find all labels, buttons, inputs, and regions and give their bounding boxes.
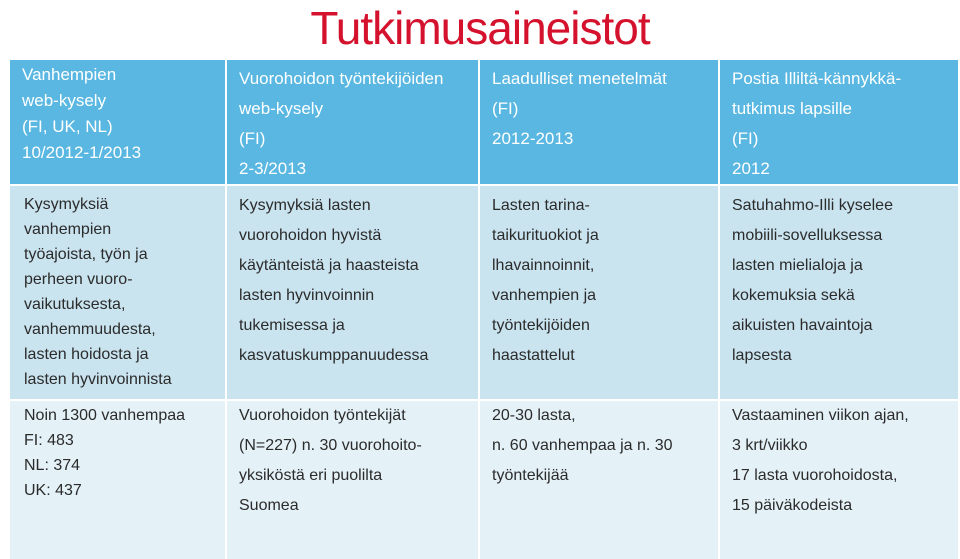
- cell-line: Noin 1300 vanhempaa: [24, 407, 186, 424]
- table-cell-staff-content: [227, 186, 478, 399]
- cell-line: perheen vuoro-: [24, 271, 133, 288]
- cell-line: kokemuksia sekä: [732, 287, 855, 304]
- header-line: Vanhempien: [22, 65, 117, 84]
- header-line: tutkimus lapsille: [732, 99, 852, 118]
- table-cell-qualitative-sample: [480, 401, 718, 559]
- table-cell-qualitative-content: [480, 186, 718, 399]
- table-cell-parents-content: [10, 186, 225, 399]
- cell-line: tukemisessa ja: [239, 317, 345, 334]
- cell-line: haastattelut: [492, 347, 575, 364]
- cell-line: työntekijää: [492, 467, 569, 484]
- header-line: web-kysely: [22, 91, 107, 110]
- header-line: (FI): [732, 129, 759, 148]
- cell-line: NL: 374: [24, 457, 81, 474]
- cell-line: vanhemmuudesta,: [24, 321, 156, 338]
- cell-line: UK: 437: [24, 482, 82, 499]
- research-data-table: [10, 60, 958, 557]
- table-header-parents-survey: [10, 60, 225, 184]
- cell-line: Satuhahmo-Illi kyselee: [732, 197, 893, 214]
- header-line: Laadulliset menetelmät: [492, 69, 667, 88]
- table-header-staff-survey: [227, 60, 478, 184]
- header-line: 2012: [732, 159, 770, 178]
- cell-line: lasten hyvinvoinnin: [239, 287, 375, 304]
- cell-line: lhavainnoinnit,: [492, 257, 595, 274]
- header-line: Vuorohoidon työntekijöiden: [239, 69, 444, 88]
- cell-line: Kysymyksiä lasten: [239, 197, 371, 214]
- cell-line: vanhempien ja: [492, 287, 597, 304]
- header-line: 2-3/2013: [239, 159, 307, 178]
- cell-line: 3 krt/viikko: [732, 437, 808, 454]
- cell-line: aikuisten havaintoja: [732, 317, 873, 334]
- page-title: Tutkimusaineistot: [310, 2, 650, 54]
- header-line: (FI, UK, NL): [22, 117, 113, 136]
- cell-line: lasten hoidosta ja: [24, 346, 149, 363]
- table-cell-mobile-content: [720, 186, 958, 399]
- cell-line: 20-30 lasta,: [492, 407, 576, 424]
- table-cell-mobile-sample: [720, 401, 958, 559]
- cell-line: lasten hyvinvoinnista: [24, 371, 172, 388]
- cell-line: Vuorohoidon työntekijät: [239, 407, 406, 424]
- cell-line: (N=227) n. 30 vuorohoito-: [239, 437, 422, 454]
- cell-line: Lasten tarina-: [492, 197, 590, 214]
- cell-line: vanhempien: [24, 221, 112, 238]
- cell-line: 15 päiväkodeista: [732, 497, 853, 514]
- cell-line: Vastaaminen viikon ajan,: [732, 407, 909, 424]
- header-line: web-kysely: [239, 99, 324, 118]
- cell-line: työntekijöiden: [492, 317, 590, 334]
- header-line: 10/2012-1/2013: [22, 143, 142, 162]
- table-header-qualitative-methods: [480, 60, 718, 184]
- cell-line: vaikutuksesta,: [24, 296, 126, 313]
- header-line: (FI): [239, 129, 266, 148]
- cell-line: Suomea: [239, 497, 299, 514]
- table-header-mobile-study: [720, 60, 958, 184]
- cell-line: Kysymyksiä: [24, 196, 109, 213]
- table-cell-parents-sample: [10, 401, 225, 559]
- cell-line: työajoista, työn ja: [24, 246, 148, 263]
- cell-line: n. 60 vanhempaa ja n. 30: [492, 437, 673, 454]
- cell-line: käytänteistä ja haasteista: [239, 257, 419, 274]
- cell-line: vuorohoidon hyvistä: [239, 227, 382, 244]
- cell-line: kasvatuskumppanuudessa: [239, 347, 429, 364]
- cell-line: mobiili-sovelluksessa: [732, 227, 883, 244]
- header-line: 2012-2013: [492, 129, 574, 148]
- header-line: (FI): [492, 99, 519, 118]
- cell-line: FI: 483: [24, 432, 74, 449]
- table-cell-staff-sample: [227, 401, 478, 559]
- header-line: Postia Illiltä-kännykkä-: [732, 69, 902, 88]
- cell-line: taikurituokiot ja: [492, 227, 599, 244]
- cell-line: 17 lasta vuorohoidosta,: [732, 467, 898, 484]
- cell-line: yksiköstä eri puolilta: [239, 467, 383, 484]
- cell-line: lasten mielialoja ja: [732, 257, 863, 274]
- cell-line: lapsesta: [732, 347, 792, 364]
